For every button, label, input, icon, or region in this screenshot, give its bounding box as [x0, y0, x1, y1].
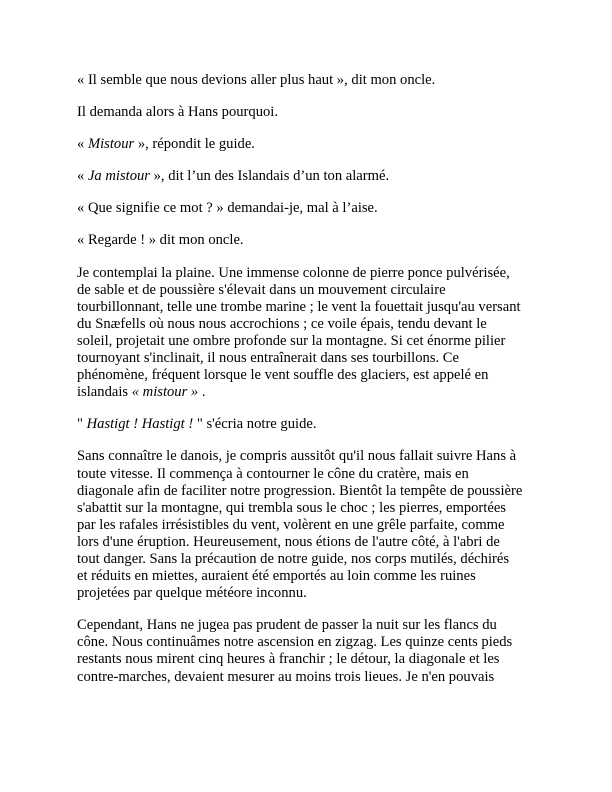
paragraph [77, 265, 537, 402]
text-line [77, 517, 537, 534]
text-line [77, 416, 537, 433]
italic-text: Hastigt ! Hastigt ! [86, 416, 194, 433]
text-run: soleil, projetait une ombre profonde sur la montagne. Si cet énorme pilier [77, 332, 506, 349]
text-line [77, 384, 537, 401]
text-run: diagonale afin de faciliter notre progression. Bientôt la tempête de poussière [77, 482, 523, 499]
text-run: Cependant, Hans ne jugea pas prudent de passer la nuit sur les flancs du [77, 617, 497, 634]
text-run: par les rafales irrésistibles du vent, volèrent en une grêle parfaite, comme [77, 516, 505, 533]
text-run: », répondit le guide. [134, 136, 255, 153]
text-run: " [77, 416, 87, 433]
paragraph [77, 104, 537, 121]
text-line [77, 651, 537, 668]
text-run: « Regarde ! » dit mon oncle. [77, 232, 244, 249]
text-line [77, 350, 537, 367]
text-run: tout danger. Sans la précaution de notre guide, nos corps mutilés, déchirés [77, 550, 510, 567]
text-run: tournoyant s'inclinait, il nous entraînerait dans ses tourbillons. Ce [77, 350, 460, 367]
text-line [77, 104, 537, 121]
paragraph [77, 617, 537, 685]
text-line [77, 168, 537, 185]
text-run: phénomène, fréquent lorsque le vent souffle des glaciers, est appelé en [77, 367, 489, 384]
text-line [77, 299, 537, 316]
text-run: restants nous mirent cinq heures à franchir ; le détour, la diagonale et les [77, 651, 500, 668]
text-run: islandais [77, 384, 132, 401]
text-line [77, 200, 537, 217]
text-line [77, 136, 537, 153]
text-run: du Snæfells où nous nous accrochions ; ce voile épais, tendu devant le [77, 315, 487, 332]
text-run: tourbillonnant, telle une trombe marine ; le vent la fouettait jusqu'au versant [77, 298, 521, 315]
text-line [77, 466, 537, 483]
text-run: Je contemplai la plaine. Une immense colonne de pierre ponce pulvérisée, [77, 264, 510, 281]
italic-text: « mistour » [131, 384, 199, 401]
text-run: cône. Nous continuâmes notre ascension en zigzag. Les quinze cents pieds [77, 634, 513, 651]
text-run: « Que signifie ce mot ? » demandai-je, mal à l’aise. [77, 200, 378, 217]
text-run: Il demanda alors à Hans pourquoi. [77, 104, 279, 121]
text-run: « Il semble que nous devions aller plus haut », dit mon oncle. [77, 72, 436, 88]
text-line [77, 551, 537, 568]
text-run: s'abattit sur la montagne, qui trembla sous le choc ; les pierres, emportées [77, 499, 506, 516]
paragraph [77, 448, 537, 602]
text-line [77, 333, 537, 350]
text-line [77, 568, 537, 585]
text-line [77, 282, 537, 299]
text-line [77, 534, 537, 551]
text-run: lors d'une éruption. Heureusement, nous étions de l'autre côté, à l'abri de [77, 533, 500, 550]
text-run: . [198, 384, 206, 401]
text-run: contre-marches, devaient mesurer au moins trois lieues. Je n'en pouvais [77, 668, 495, 685]
paragraph [77, 136, 537, 153]
text-run: Sans connaître le danois, je compris aussitôt qu'il nous fallait suivre Hans à [77, 448, 517, 465]
paragraph [77, 232, 537, 249]
italic-text: Mistour [87, 136, 135, 153]
text-line [77, 617, 537, 634]
text-run: et réduits en miettes, auraient été emportés au loin comme les ruines [77, 568, 476, 585]
text-line [77, 232, 537, 249]
text-run: « [77, 168, 88, 185]
text-run: « [77, 136, 88, 153]
text-line [77, 448, 537, 465]
italic-text: Ja mistour [87, 168, 150, 185]
text-run: projetées par quelque météore inconnu. [77, 585, 307, 602]
text-run: de sable et de poussière s'élevait dans un mouvement circulaire [77, 281, 446, 298]
paragraph [77, 72, 537, 89]
paragraph [77, 416, 537, 433]
text-line [77, 634, 537, 651]
text-line [77, 316, 537, 333]
text-run: toute vitesse. Il commença à contourner le cône du cratère, mais en [77, 465, 469, 482]
text-line [77, 367, 537, 384]
document-body [77, 72, 537, 701]
text-line [77, 72, 537, 89]
text-line [77, 265, 537, 282]
text-line [77, 483, 537, 500]
text-line [77, 585, 537, 602]
text-line [77, 669, 537, 686]
text-run: », dit l’un des Islandais d’un ton alarmé. [149, 168, 390, 185]
text-line [77, 500, 537, 517]
text-run: " s'écria notre guide. [193, 416, 317, 433]
paragraph [77, 168, 537, 185]
paragraph [77, 200, 537, 217]
